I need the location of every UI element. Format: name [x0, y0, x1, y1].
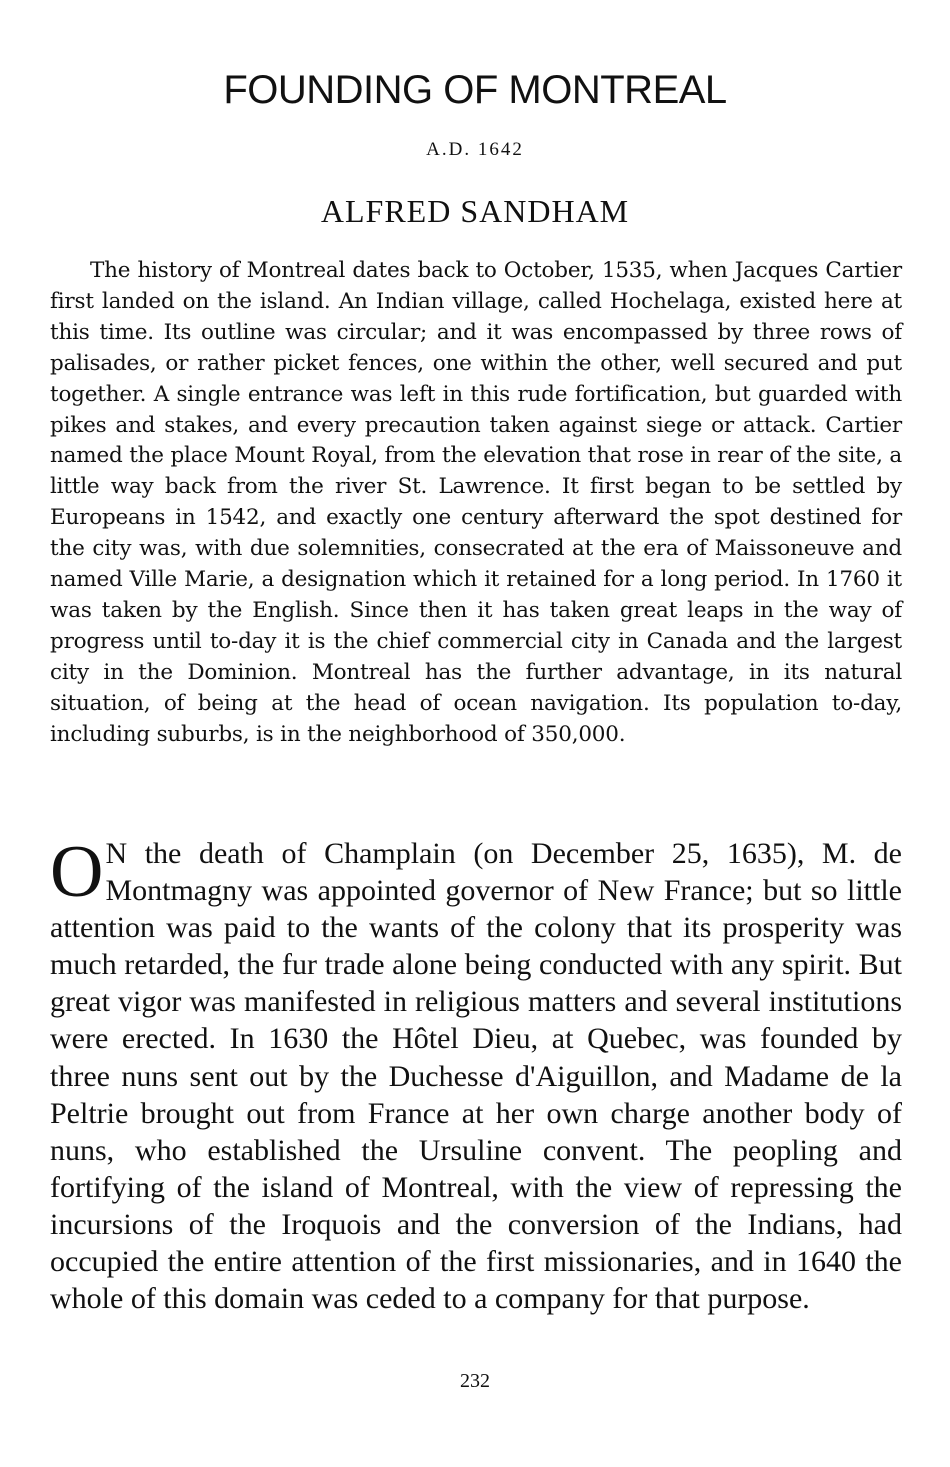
- body-paragraph-text: N the death of Champlain (on December 25, 1635), M. de Montmagny was appointed governor of New France; but so little attention was paid to the wants of the colony that its prosperity was much retarded, the fur trade alone being conducted with any spirit. But great vigor was manifested in religious matters and several institutions were erected. In 1630 the Hôtel Dieu, at Quebec, was founded by three nuns sent out by the Duchesse d'Aiguillon, and Madame de la Peltrie brought out from France at her own charge another body of nuns, who established the Ursuline convent. The peopling and fortifying of the island of Montreal, with the view of repressing the incursions of the Iroquois and the conversion of the Indians, had occupied the entire attention of the first missionaries, and in 1640 the whole of this domain was ceded to a company for that purpose.: [50, 837, 902, 1316]
- body-paragraph: [50, 831, 902, 1317]
- drop-cap: O: [50, 831, 104, 913]
- page-number: 232: [460, 1370, 490, 1392]
- chapter-author: ALFRED SANDHAM: [320, 193, 630, 229]
- intro-paragraph: The history of Montreal dates back to October, 1535, when Jacques Cartier first landed on the island. An Indian village, called Hochelaga, existed here at this time. Its outline was circular; and it was encompassed by three rows of palisades, or rather picket fences, one within the other, well secured and put together. A single entrance was left in this rude fortification, but guarded with pikes and stakes, and every precaution taken against siege or attack. Cartier named the place Mount Royal, from the elevation that rose in rear of the site, a little way back from the river St. Lawrence. It first began to be settled by Europeans in 1542, and exactly one century afterward the spot destined for the city was, with due solemnities, consecrated at the era of Maissoneuve and named Ville Marie, a designation which it retained for a long period. In 1760 it was taken by the English. Since then it has taken great leaps in the way of progress until to-day it is the chief commercial city in Canada and the largest city in the Dominion. Montreal has the further advantage, in its natural situation, of being at the head of ocean navigation. Its population to-day, including suburbs, is in the neighborhood of 350,000.: [50, 258, 902, 747]
- chapter-title: FOUNDING OF MONTREAL: [223, 68, 727, 112]
- chapter-date: A.D. 1642: [426, 139, 524, 160]
